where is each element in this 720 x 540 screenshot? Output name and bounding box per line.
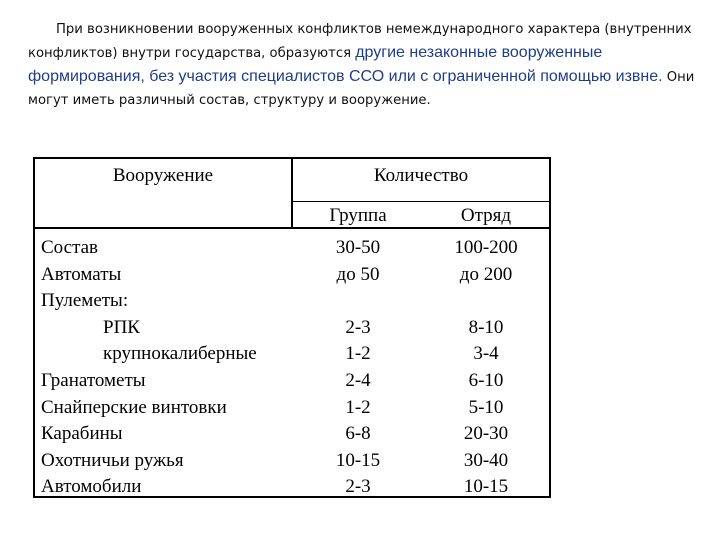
header-group: Группа: [329, 205, 387, 226]
table-cell: Состав: [41, 237, 99, 258]
table-cell: Охотничьи ружья: [41, 449, 184, 471]
table-cell: 2-3: [345, 476, 371, 498]
table-cell: 1-2: [345, 396, 371, 418]
table-cell: до 200: [459, 263, 513, 285]
intro-text-end: Они могут иметь различный состав, структуру и вооружение.: [28, 70, 695, 108]
header-quantity: Количество: [373, 165, 469, 186]
table-cell: Гранатометы: [41, 369, 146, 391]
table-cell: 5-10: [468, 396, 504, 418]
intro-paragraph: [28, 18, 698, 112]
table-cell: Пулеметы:: [41, 290, 129, 312]
table-cell: 3-4: [473, 343, 499, 365]
table-cell: 1-2: [345, 343, 371, 365]
table-divider: [35, 227, 549, 229]
table-cell: 30-40: [463, 449, 509, 471]
table-cell: 100-200: [454, 237, 518, 258]
table-cell: [315, 288, 401, 315]
table-cell: 2-4: [345, 369, 371, 391]
intro-text: При возникновении вооруженных конфликтов немеждународного характера (внутренних конфликтов) внутри государства, образуются: [28, 22, 692, 61]
header-weapon: Вооружение: [112, 165, 214, 186]
table-cell: 10-15: [335, 449, 381, 471]
table-cell: 2-3: [345, 316, 371, 338]
table-cell: 10-15: [463, 476, 509, 498]
table-divider: [291, 201, 551, 202]
group-column: [315, 235, 401, 501]
table-cell: до 50: [336, 263, 380, 285]
table-cell: Автомобили: [41, 476, 142, 498]
weapon-names-column: [41, 235, 257, 501]
table-cell: 8-10: [468, 316, 504, 338]
table-cell: Снайперские винтовки: [41, 396, 227, 418]
table-cell: крупнокалиберные: [103, 343, 257, 365]
table-cell: Карабины: [41, 423, 123, 445]
table-cell: 6-8: [345, 423, 371, 445]
table-cell: 30-50: [335, 237, 381, 258]
table-cell: РПК: [103, 316, 140, 338]
intro-highlight: другие незаконные вооруженные формирования, без участия специалистов ССО или с ограниченной помощью извне.: [28, 44, 663, 85]
unit-column: [433, 235, 539, 501]
table-cell: 20-30: [463, 423, 509, 445]
header-unit: Отряд: [460, 205, 512, 226]
weapons-table: [33, 157, 551, 498]
table-cell: [433, 288, 539, 315]
table-cell: 6-10: [468, 369, 504, 391]
table-cell: Автоматы: [41, 263, 122, 285]
